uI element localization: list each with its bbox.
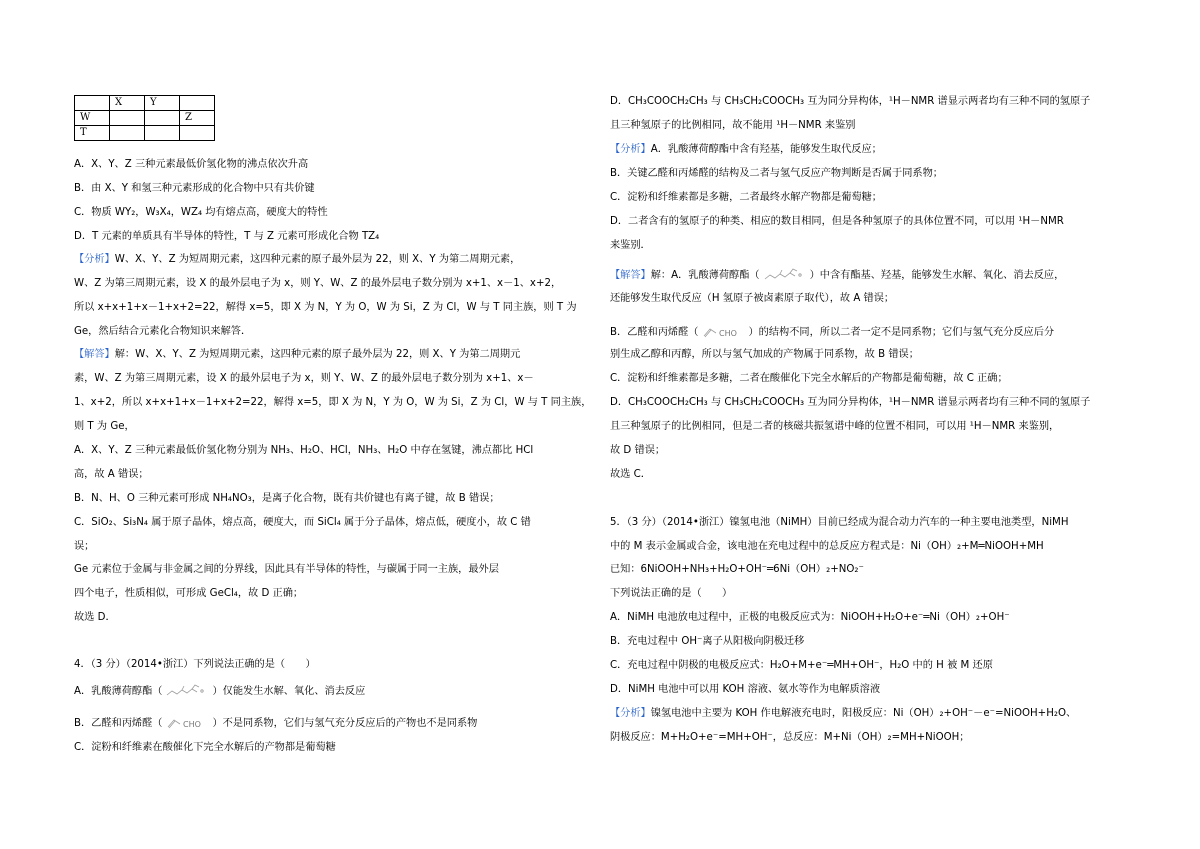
analysis-line: 所以 x+x+1+x－1+x+2=22，解得 x=5，即 X 为 N，Y 为 O，W 为 Si，Z 为 Cl，W 与 T 同主族，则 T 为 <box>74 302 577 313</box>
q4-option-b-prefix: B．乙醛和丙烯醛（ <box>74 718 163 729</box>
q4-option-a-suffix: ）仅能发生水解、氧化、消去反应 <box>212 686 366 697</box>
table-cell <box>180 96 215 111</box>
analysis-text: 镍氢电池中主要为 KOH 作电解液充电时，阳极反应：Ni（OH）₂+OH⁻－e⁻=NiOOH+H₂O、 <box>650 708 1077 719</box>
answer-line: 还能够发生取代反应（H 氢原子被卤素原子取代），故 A 错误； <box>610 293 895 304</box>
q4-option-a-prefix: A．乳酸薄荷醇酯（ <box>74 686 163 697</box>
q4-option-c: C．淀粉和纤维素在酸催化下完全水解后的产物都是葡萄糖 <box>74 742 336 753</box>
table-row <box>75 126 215 141</box>
analysis-tag: 【分析】 <box>610 144 651 155</box>
option-b: B．由 X、Y 和氢三种元素形成的化合物中只有共价键 <box>74 183 315 194</box>
table-cell: W <box>75 111 110 126</box>
option-d: D．T 元素的单质具有半导体的特性，T 与 Z 元素可形成化合物 TZ₄ <box>74 231 380 242</box>
question-5-stem: 中的 M 表示金属或合金，该电池在充电过程中的总反应方程式是：Ni（OH）₂+M═NiOOH+MH <box>610 541 1044 552</box>
table-cell <box>75 96 110 111</box>
answer-line: 高，故 A 错误； <box>74 469 149 480</box>
lactate-menthyl-ester-structure-icon <box>165 683 209 699</box>
table-row <box>75 96 215 111</box>
analysis-tag: 【分析】 <box>610 708 651 719</box>
analysis-line: 来鉴别． <box>610 240 651 251</box>
acrolein-structure-icon <box>702 324 746 340</box>
table-cell <box>110 126 145 141</box>
answer-line: 则 T 为 Ge， <box>74 421 135 432</box>
q5-option-c: C．充电过程中阴极的电极反应式：H₂O+M+e⁻═MH+OH⁻，H₂O 中的 H 被 M 还原 <box>610 660 993 671</box>
q5-option-d: D．NiMH 电池中可以用 KOH 溶液、氨水等作为电解质溶液 <box>610 684 881 695</box>
answer-text: ）的结构不同，所以二者一定不是同系物；它们与氢气充分反应后分 <box>748 327 1055 338</box>
table-cell <box>180 126 215 141</box>
answer-line: B．N、H、O 三种元素可形成 NH₄NO₃，是离子化合物，既有共价键也有离子键，故 B 错误； <box>74 493 500 504</box>
analysis-line: 阴极反应：M+H₂O+e⁻=MH+OH⁻，总反应：M+Ni（OH）₂=MH+NiOOH； <box>610 732 970 743</box>
table-cell <box>145 111 180 126</box>
analysis-line <box>610 707 1076 721</box>
answer-line: D．CH₃COOCH₂CH₃ 与 CH₃CH₂COOCH₃ 互为同分异构体，¹H－NMR 谱显示两者均有三种不同的氢原子 <box>610 397 1091 408</box>
analysis-line: D．二者含有的氢原子的种类、相应的数目相同，但是各种氢原子的具体位置不同，可以用 ¹H－NMR <box>610 216 1064 227</box>
analysis-line <box>610 143 882 157</box>
q5-option-b: B．充电过程中 OH⁻离子从阳极向阴极迁移 <box>610 636 805 647</box>
table-cell: Y <box>145 96 180 111</box>
answer-line: 四个电子，性质相似，可形成 GeCl₄，故 D 正确； <box>74 588 304 599</box>
answer-tag: 【解答】 <box>610 270 651 281</box>
table-row <box>75 111 215 126</box>
analysis-line: W、Z 为第三周期元素，设 X 的最外层电子为 x，则 Y、W、Z 的最外层电子数分别为 x+1、x－1、x+2， <box>74 278 562 289</box>
question-5-stem: 已知：6NiOOH+NH₃+H₂O+OH⁻═6Ni（OH）₂+NO₂⁻ <box>610 564 864 575</box>
svg-text:CHO: CHO <box>718 329 737 338</box>
answer-line: 且三种氢原子的比例相同，但是二者的核磁共振氢谱中峰的位置不相同，可以用 ¹H－NMR 来鉴别， <box>610 421 1060 432</box>
answer-line: 素，W、Z 为第三周期元素，设 X 的最外层电子为 x，则 Y、W、Z 的最外层电子数分别为 x+1、x－ <box>74 373 534 384</box>
analysis-line: Ge，然后结合元素化合物知识来解答． <box>74 326 252 337</box>
question-4-stem: 4．（3 分）（2014•浙江）下列说法正确的是（ ） <box>74 659 316 670</box>
answer-line: 故选 D． <box>74 612 116 623</box>
answer-line: 故 D 错误； <box>610 445 666 456</box>
svg-text:CHO: CHO <box>182 720 201 729</box>
q4-option-d: 且三种氢原子的比例相同，故不能用 ¹H－NMR 来鉴别 <box>610 120 856 131</box>
analysis-text: A．乳酸薄荷醇酯中含有羟基，能够发生取代反应； <box>650 144 882 155</box>
answer-text: ）中含有酯基、羟基，能够发生水解、氧化、消去反应， <box>809 270 1065 281</box>
question-5-stem: 5．（3 分）（2014•浙江）镍氢电池（NiMH）目前已经成为混合动力汽车的一种主要电池类型，NiMH <box>610 517 1069 528</box>
answer-line: A．X、Y、Z 三种元素最低价氢化物分别为 NH₃、H₂O、HCl，NH₃、H₂O 中存在氢键，沸点都比 HCl <box>74 445 534 456</box>
q5-option-a: A．NiMH 电池放电过程中，正极的电极反应式为：NiOOH+H₂O+e⁻═Ni（OH）₂+OH⁻ <box>610 612 1010 623</box>
table-cell: Z <box>180 111 215 126</box>
answer-text: B．乙醛和丙烯醛（ <box>610 327 699 338</box>
analysis-text: W、X、Y、Z 为短周期元素，这四种元素的原子最外层为 22，则 X、Y 为第二周期元素， <box>114 254 521 265</box>
table-cell: T <box>75 126 110 141</box>
answer-text: 解：A．乳酸薄荷醇酯（ <box>650 270 760 281</box>
answer-line <box>74 348 520 362</box>
answer-line: C．SiO₂、Si₃N₄ 属于原子晶体，熔点高，硬度大，而 SiCl₄ 属于分子晶体，熔点低，硬度小，故 C 错 <box>74 517 531 528</box>
table-cell <box>110 111 145 126</box>
answer-line: C．淀粉和纤维素都是多糖，二者在酸催化下完全水解后的产物都是葡萄糖，故 C 正确； <box>610 373 1008 384</box>
option-a: A．X、Y、Z 三种元素最低价氢化物的沸点依次升高 <box>74 159 309 170</box>
lactate-menthyl-ester-structure-icon <box>763 267 807 283</box>
answer-line: 1、x+2，所以 x+x+1+x－1+x+2=22，解得 x=5，即 X 为 N，Y 为 O，W 为 Si，Z 为 Cl，W 与 T 同主族， <box>74 397 592 408</box>
q4-option-d: D．CH₃COOCH₂CH₃ 与 CH₃CH₂COOCH₃ 互为同分异构体，¹H－NMR 谱显示两者均有三种不同的氢原子 <box>610 96 1091 107</box>
q4-option-a <box>74 683 365 699</box>
answer-text: 解：W、X、Y、Z 为短周期元素，这四种元素的原子最外层为 22，则 X、Y 为第二周期元 <box>114 349 521 360</box>
table-cell <box>145 126 180 141</box>
q4-option-b <box>74 715 477 731</box>
analysis-line: B．关键乙醛和丙烯醛的结构及二者与氢气反应产物判断是否属于同系物； <box>610 168 943 179</box>
answer-line <box>610 267 1064 283</box>
analysis-line <box>74 253 520 267</box>
answer-line: 误； <box>74 541 95 552</box>
option-c: C．物质 WY₂，W₃X₄，WZ₄ 均有熔点高，硬度大的特性 <box>74 207 328 218</box>
answer-line: 故选 C． <box>610 469 651 480</box>
answer-line: Ge 元素位于金属与非金属之间的分界线，因此具有半导体的特性，与碳属于同一主族，最外层 <box>74 564 499 575</box>
answer-line <box>610 324 1054 340</box>
acrolein-structure-icon <box>166 715 210 731</box>
q4-option-b-suffix: ）不是同系物，它们与氢气充分反应后的产物也不是同系物 <box>212 718 478 729</box>
answer-tag: 【解答】 <box>74 349 115 360</box>
answer-line: 别生成乙醇和丙醇，所以与氢气加成的产物属于同系物，故 B 错误； <box>610 349 919 360</box>
periodic-table-fragment <box>74 95 215 141</box>
analysis-line: C．淀粉和纤维素都是多糖，二者最终水解产物都是葡萄糖； <box>610 192 882 203</box>
question-5-stem: 下列说法正确的是（ ） <box>610 588 733 599</box>
analysis-tag: 【分析】 <box>74 254 115 265</box>
table-cell: X <box>110 96 145 111</box>
